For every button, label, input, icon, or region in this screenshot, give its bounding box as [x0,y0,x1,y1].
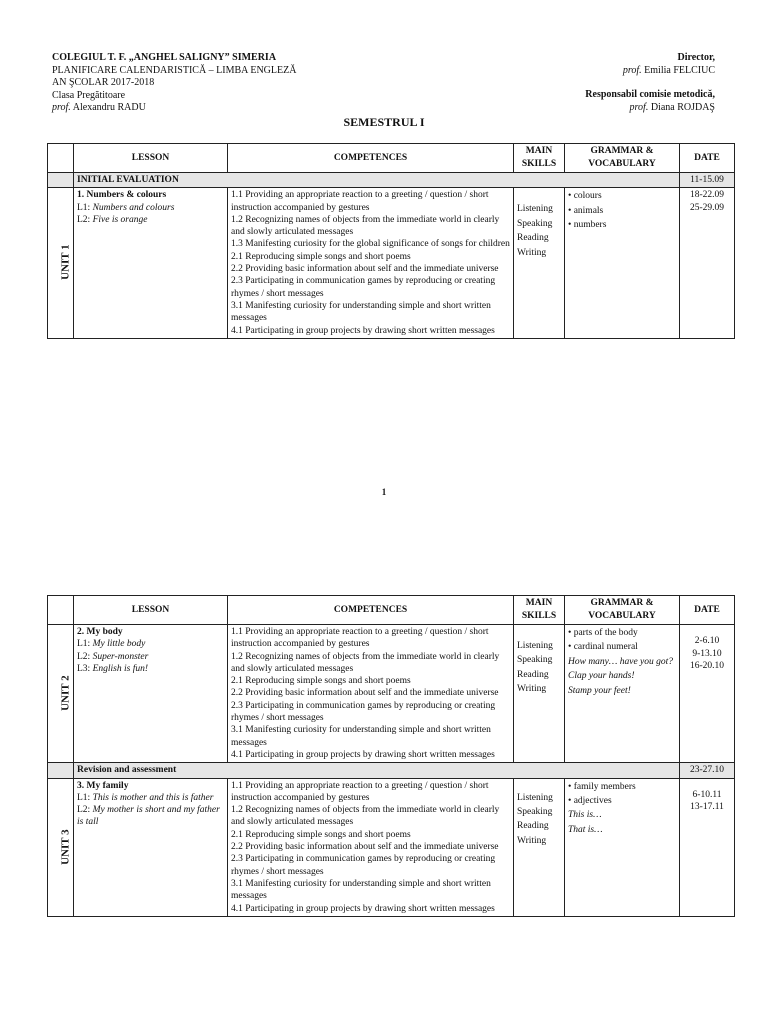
date-item: 9-13.10 [692,648,722,659]
revision-date: 23-27.10 [680,763,735,778]
grammar-col-header: GRAMMAR & VOCABULARY [565,596,680,625]
unit3-grammar-cell [565,778,680,916]
class-label: Clasa [52,89,75,101]
skills-col-header: MAIN SKILLS [514,144,565,173]
lesson-item: L2: Super-monster [77,651,149,662]
skill-item: Speaking [517,655,553,666]
lesson-title: 3. My family [77,780,129,791]
competence-item: 1.2 Recognizing names of objects from the immediate world in clearly and slowly articulated messages [231,805,500,828]
lesson-item: L1: My little body [77,639,146,650]
school-year: AN ŞCOLAR 2017-2018 [52,77,155,88]
unit1-row [48,188,735,339]
competence-item: 1.1 Providing an appropriate reaction to a greeting / question / short instruction accompanied by gestures [231,627,489,650]
unit3-label-cell [48,778,74,916]
competence-item: 4.1 Participating in group projects by drawing short written messages [231,903,495,914]
unit-label: UNIT 3 [59,828,72,865]
class-value: Pregătitoare [76,89,126,101]
competence-item: 2.2 Providing basic information about self and the immediate universe [231,264,499,275]
school-name: COLEGIUL T. F. „ANGHEL SALIGNY” SIMERIA [52,52,277,63]
competence-item: 4.1 Participating in group projects by drawing short written messages [231,325,495,336]
grammar-phrase: That is… [568,824,603,835]
lesson-title: 2. My body [77,627,123,637]
grammar-phrase: This is… [568,810,602,821]
prof-label: prof. [52,102,71,113]
date-item: 25-29.09 [689,202,725,213]
teacher-name: Alexandru RADU [72,102,146,113]
grammar-col-header: GRAMMAR & VOCABULARY [565,144,680,173]
competence-item: 2.1 Reproducing simple songs and short poems [231,676,411,687]
unit-label: UNIT 1 [59,244,72,281]
initial-evaluation-date: 11-15.09 [680,173,735,188]
competences-col-header: COMPETENCES [228,144,514,173]
unit2-grammar-cell [565,625,680,763]
competence-item: 2.3 Participating in communication games by reproducing or creating rhymes / short messages [231,854,496,877]
competence-item: 1.3 Manifesting curiosity for the global significance of songs for children [231,239,510,250]
unit-col-header [48,144,74,173]
unit3-competences-cell [228,778,514,916]
competence-item: 3.1 Manifesting curiosity for understanding simple and short written messages [231,878,491,902]
resp-label: Responsabil comisie metodică, [585,89,715,100]
table-header-row [48,596,735,625]
unit1-lesson-cell [74,188,228,339]
grammar-item: • numbers [568,220,607,231]
unit3-skills-cell [514,778,565,916]
lesson-item: L1: This is mother and this is father [77,792,214,803]
competence-item: 2.3 Participating in communication games by reproducing or creating rhymes / short messages [231,700,496,724]
lesson-title: 1. Numbers & colours [77,190,167,201]
grammar-item: • adjectives [568,795,612,806]
date-col-header: DATE [680,144,735,173]
unit2-skills-cell [514,625,565,763]
date-item: 6-10.11 [692,789,722,800]
lesson-col-header: LESSON [74,144,228,173]
date-item: 13-17.11 [690,802,724,813]
skill-item: Listening [517,204,553,215]
skill-item: Writing [517,684,547,695]
grammar-item: • colours [568,191,602,202]
skill-item: Listening [517,641,553,651]
date-item: 16-20.10 [689,661,725,671]
competences-col-header: COMPETENCES [228,596,514,625]
unit2-row [48,625,735,763]
unit1-grammar-cell [565,188,680,339]
lesson-item: L1: Numbers and colours [77,202,175,213]
unit2-date-cell [680,625,735,763]
director-name: Emilia FELCIUC [644,64,715,76]
date-item: 18-22.09 [689,190,725,201]
skills-col-header: MAIN SKILLS [514,596,565,625]
plan-table-1 [47,143,735,339]
grammar-item: • family members [568,781,636,792]
unit2-lesson-cell [74,625,228,763]
grammar-phrase: Clap your hands! [568,671,635,682]
director-label: Director, [677,52,715,63]
competence-item: 4.1 Participating in group projects by drawing short written messages [231,749,495,760]
unit-label: UNIT 2 [59,675,72,711]
competence-item: 2.1 Reproducing simple songs and short poems [231,829,411,840]
competence-item: 1.1 Providing an appropriate reaction to a greeting / question / short instruction accompanied by gestures [231,190,489,213]
competence-item: 2.1 Reproducing simple songs and short poems [231,251,411,262]
unit1-date-cell [680,188,735,339]
competence-item: 3.1 Manifesting curiosity for understanding simple and short written messages [231,300,491,324]
grammar-phrase: How many… have you got? [568,656,674,667]
semester-title: SEMESTRUL I [343,115,425,129]
skill-item: Speaking [517,806,553,817]
lesson-item: L2: My mother is short and my father is tall [77,805,220,828]
grammar-item: • parts of the body [568,628,638,638]
date-item: 2-6.10 [694,636,720,646]
skill-item: Writing [517,835,547,846]
grammar-item: • cardinal numeral [568,642,638,653]
revision-label: Revision and assessment [74,763,680,778]
prof-label: prof. [629,101,649,113]
competence-item: 2.2 Providing basic information about self and the immediate universe [231,842,499,853]
page-number: 1 [381,487,387,497]
skill-item: Reading [517,669,549,680]
plan-table-2 [47,595,735,917]
unit2-label-cell [48,625,74,763]
skill-item: Listening [517,792,553,803]
unit3-lesson-cell [74,778,228,916]
lesson-item: L3: English is fun! [77,663,148,674]
initial-evaluation-row [48,173,735,188]
grammar-item: • animals [568,205,604,216]
lesson-col-header: LESSON [74,596,228,625]
competence-item: 1.1 Providing an appropriate reaction to a greeting / question / short instruction accompanied by gestures [231,780,489,803]
teacher-line [52,102,382,115]
competence-item: 2.2 Providing basic information about self and the immediate universe [231,688,499,699]
director-line [415,65,715,78]
grammar-phrase: Stamp your feet! [568,685,631,696]
unit1-skills-cell [514,188,565,339]
unit1-label-cell [48,188,74,339]
unit2-competences-cell [228,625,514,763]
competence-item: 1.2 Recognizing names of objects from the immediate world in clearly and slowly articulated messages [231,214,500,238]
unit1-competences-cell [228,188,514,339]
skill-item: Speaking [517,218,553,229]
skill-item: Reading [517,821,549,832]
revision-row [48,763,735,778]
unit3-date-cell [680,778,735,916]
competence-item: 3.1 Manifesting curiosity for understanding simple and short written messages [231,725,491,748]
skill-item: Writing [517,247,547,258]
document-header-right [415,52,715,114]
initial-evaluation-label: INITIAL EVALUATION [74,173,680,188]
prof-label: prof. [622,64,642,76]
unit3-row [48,778,735,916]
resp-line [415,102,715,115]
table-header-row [48,144,735,173]
competence-item: 2.3 Participating in communication games by reproducing or creating rhymes / short messages [231,276,496,299]
competence-item: 1.2 Recognizing names of objects from the immediate world in clearly and slowly articulated messages [231,651,500,674]
lesson-item: L2: Five is orange [77,214,148,225]
plan-title: PLANIFICARE CALENDARISTICĂ – LIMBA ENGLEZĂ [52,64,297,76]
resp-name: Diana ROJDAŞ [650,101,715,113]
document-header-left [52,52,382,115]
class-line [52,90,382,103]
date-col-header: DATE [680,596,735,625]
skill-item: Reading [517,233,549,244]
unit-col-header [48,596,74,625]
